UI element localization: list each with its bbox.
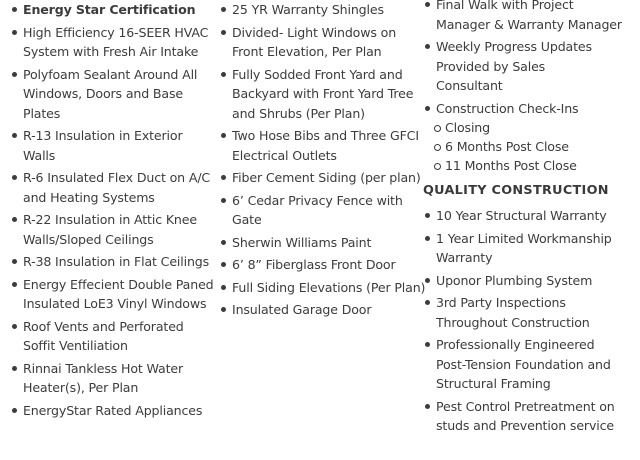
quality-list-item: Uponor Plumbing System (423, 271, 628, 291)
feature-list-item: R-38 Insulation in Flat Ceilings (10, 252, 216, 272)
exterior-feature-list (219, 0, 424, 320)
quality-list-item: 1 Year Limited Workmanship Warranty (423, 229, 628, 268)
service-feature-list (423, 0, 628, 118)
feature-list-item: R-22 Insulation in Attic Knee Walls/Sloped Ceilings (10, 210, 216, 249)
feature-list-item: Full Siding Elevations (Per Plan) (219, 278, 424, 298)
feature-list-item: High Efficiency 16-SEER HVAC System with Fresh Air Intake (10, 23, 216, 62)
feature-list-item: R-13 Insulation in Exterior Walls (10, 126, 216, 165)
feature-list-item: Roof Vents and Perforated Soffit Ventiliation (10, 317, 216, 356)
quality-list-item: Pest Control Pretreatment on studs and Prevention service (423, 397, 628, 436)
feature-list-item: Energy Star Certification (10, 0, 216, 20)
feature-list-item: Construction Check-Ins (423, 99, 628, 119)
features-column-energy (10, 0, 216, 423)
feature-list-item: Divided- Light Windows on Front Elevation, Per Plan (219, 23, 424, 62)
checkin-subitem: 11 Months Post Close (423, 156, 628, 175)
feature-list-item: Rinnai Tankless Hot Water Heater(s), Per Plan (10, 359, 216, 398)
checkin-subitem: 6 Months Post Close (423, 137, 628, 156)
checkin-sublist (423, 118, 628, 175)
feature-list-item: Energy Effecient Double Paned Insulated LoE3 Vinyl Windows (10, 275, 216, 314)
checkin-subitem: Closing (423, 118, 628, 137)
quality-construction-heading: QUALITY CONSTRUCTION (423, 183, 609, 198)
feature-list-item: Insulated Garage Door (219, 300, 424, 320)
features-column-service (423, 0, 628, 439)
feature-list-item: Fiber Cement Siding (per plan) (219, 168, 424, 188)
feature-list-item: 6’ Cedar Privacy Fence with Gate (219, 191, 424, 230)
feature-list-item: Polyfoam Sealant Around All Windows, Doors and Base Plates (10, 65, 216, 124)
quality-list-item: 10 Year Structural Warranty (423, 206, 628, 226)
quality-feature-list (423, 206, 628, 436)
feature-list-item: Two Hose Bibs and Three GFCI Electrical Outlets (219, 126, 424, 165)
feature-list-item: EnergyStar Rated Appliances (10, 401, 216, 421)
quality-list-item: Professionally Engineered Post-Tension Foundation and Structural Framing (423, 335, 628, 394)
energy-feature-list (10, 0, 216, 420)
feature-list-item: Sherwin Williams Paint (219, 233, 424, 253)
feature-list-item: R-6 Insulated Flex Duct on A/C and Heating Systems (10, 168, 216, 207)
feature-list-item: 6’ 8” Fiberglass Front Door (219, 255, 424, 275)
quality-list-item: 3rd Party Inspections Throughout Construction (423, 293, 628, 332)
features-column-exterior (219, 0, 424, 323)
feature-list-item: 25 YR Warranty Shingles (219, 0, 424, 20)
feature-list-item: Final Walk with Project Manager & Warranty Manager (423, 0, 628, 34)
feature-list-item: Fully Sodded Front Yard and Backyard with Front Yard Tree and Shrubs (Per Plan) (219, 65, 424, 124)
feature-list-item: Weekly Progress Updates Provided by Sales Consultant (423, 37, 628, 96)
